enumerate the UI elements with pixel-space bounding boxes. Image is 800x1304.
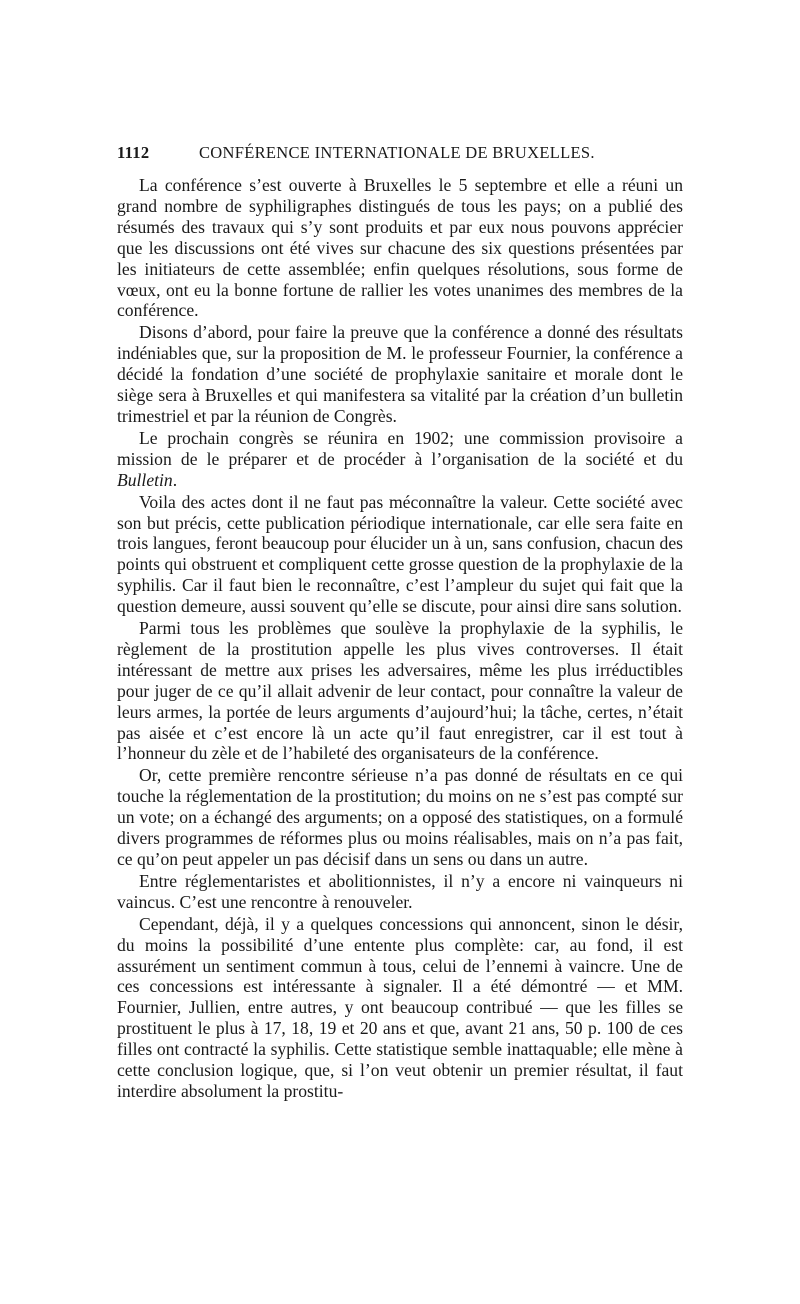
paragraph-acts: Voila des actes dont il ne faut pas méconnaître la valeur. Cette société avec son but précis, cette publication périodique internationale, car elle sera faite en trois langues, feront beaucoup pour élucider un à un, sans confusion, chacun des points qui obstruent et compliquent cette grosse question de la prophylaxie de la syphilis. Car il faut bien le reconnaître, c’est l’ampleur du sujet qui fait que la question demeure, aussi souvent qu’elle se discute, pour ainsi dire sans solution. bbox=[117, 491, 683, 617]
paragraph-no-victors: Entre réglementaristes et abolitionnistes, il n’y a encore ni vainqueurs ni vaincus. C’est une rencontre à renouveler. bbox=[117, 870, 683, 912]
bulletin-title: Bulletin bbox=[117, 469, 173, 490]
running-title: CONFÉRENCE INTERNATIONALE DE BRUXELLES. bbox=[199, 143, 595, 162]
paragraph-opening: La conférence s’est ouverte à Bruxelles le 5 septembre et elle a réuni un grand nombre de syphiligraphes distingués de tous les pays; on a publié des résumés des travaux qui s’y sont produits et par eux nous pouvons apprécier que les discussions ont été vives sur chacune des six questions présentées par les initiateurs de cette assemblée; enfin quelques résolutions, sous forme de vœux, ont eu la bonne fortune de rallier les votes unanimes des membres de la conférence. bbox=[117, 175, 683, 321]
body-text bbox=[117, 175, 683, 1102]
paragraph-no-decision: Or, cette première rencontre sérieuse n’a pas donné de résultats en ce qui touche la réglementation de la prostitution; du moins on ne s’est pas compté sur un vote; on a échangé des arguments; on a opposé des statistiques, on a formulé divers programmes de réformes plus ou moins réalisables, mais on n’a pas fait, ce qu’on peut appeler un pas décisif dans un sens ou dans un autre. bbox=[117, 765, 683, 869]
paragraph-next-congress-end: . bbox=[172, 469, 178, 490]
paragraph-next-congress-text: Le prochain congrès se réunira en 1902; une commission provisoire a mission de le préparer et de procéder à l’organisation de la société et du bbox=[117, 427, 683, 469]
paragraph-next-congress bbox=[117, 428, 683, 491]
page-number: 1112 bbox=[117, 143, 150, 162]
running-header bbox=[117, 143, 683, 167]
paragraph-concessions: Cependant, déjà, il y a quelques concessions qui annoncent, sinon le désir, du moins la possibilité d’une entente plus complète: car, au fond, il est assurément un sentiment commun à tous, celui de l’ennemi à vaincre. Une de ces concessions est intéressante à signaler. Il a été démontré — et MM. Fournier, Jullien, entre autres, y ont beaucoup contribué — que les filles se prostituent le plus à 17, 18, 19 et 20 ans et que, avant 21 ans, 50 p. 100 de ces filles ont contracté la syphilis. Cette statistique semble inattaquable; elle mène à cette conclusion logique, que, si l’on veut obtenir un premier résultat, il faut interdire absolument la prostitu- bbox=[117, 913, 683, 1101]
paragraph-prostitution-regulation: Parmi tous les problèmes que soulève la prophylaxie de la syphilis, le règlement de la prostitution appelle les plus vives controverses. Il était intéressant de mettre aux prises les adversaires, même les plus irréductibles pour juger de ce qu’il allait advenir de leur contact, pour connaître la valeur de leurs armes, la portée de leurs arguments d’aujourd’hui; la tâche, certes, n’était pas aisée et c’est encore là un acte qu’il faut enregistrer, car il est tout à l’honneur du zèle et de l’habileté des organisateurs de la conférence. bbox=[117, 618, 683, 764]
book-page bbox=[117, 143, 683, 1102]
paragraph-society-founding: Disons d’abord, pour faire la preuve que la conférence a donné des résultats indéniables que, sur la proposition de M. le professeur Fournier, la conférence a décidé la fondation d’une société de prophylaxie sanitaire et morale dont le siège sera à Bruxelles et qui manifestera sa vitalité par la création d’un bulletin trimestriel et par la réunion de Congrès. bbox=[117, 322, 683, 426]
